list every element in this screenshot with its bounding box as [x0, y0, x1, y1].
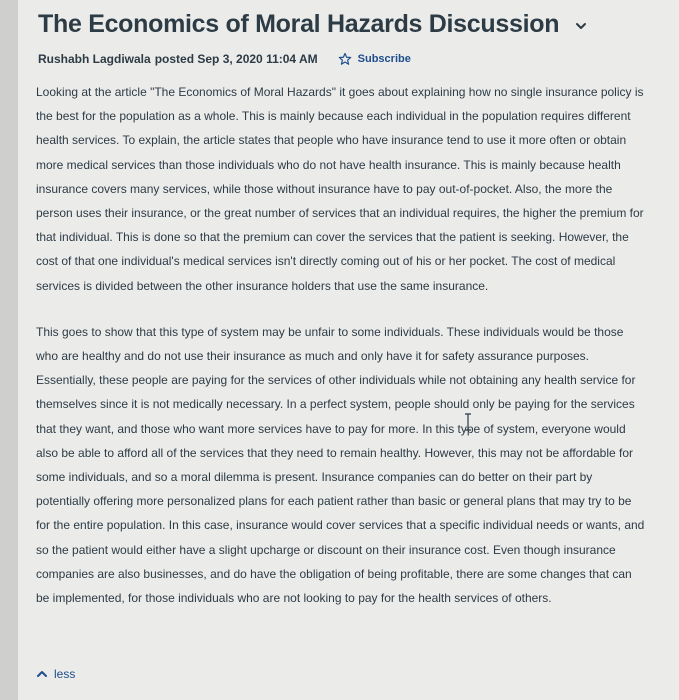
post-date: posted Sep 3, 2020 11:04 AM [154, 52, 318, 66]
text-cursor-icon [464, 413, 472, 431]
post-meta [38, 52, 411, 66]
star-icon [338, 52, 352, 66]
author-name[interactable]: Rushabh Lagdiwala [38, 52, 151, 66]
subscribe-label: Subscribe [357, 53, 411, 65]
post-paragraph: Looking at the article "The Economics of Moral Hazards" it goes about explaining how no single insurance policy is the best for the population as a whole. This is mainly because each individual in the population requires different health services. To explain, the article states that people who have insurance tend to use it more often or obtain more medical services than those individuals who do not have health insurance. This is mainly because health insurance covers many services, while those without insurance have to pay out-of-pocket. Also, the more the person uses their insurance, or the great number of services that an individual requires, the higher the premium for that individual. This is done so that the premium can cover the services that the patient is seeking. However, the cost of that one individual's medical services isn't directly coming out of his or her pocket. The cost of medical services is divided between the other insurance holders that use the same insurance. [36, 85, 644, 293]
left-rail [0, 0, 19, 700]
page-title: The Economics of Moral Hazards Discussion [38, 10, 560, 38]
chevron-down-icon[interactable] [575, 19, 587, 31]
chevron-up-icon [36, 669, 48, 679]
discussion-page [18, 0, 679, 700]
less-toggle[interactable] [36, 667, 75, 681]
title-row [38, 10, 587, 39]
post-body [36, 80, 648, 610]
subscribe-button[interactable] [338, 52, 411, 66]
less-label: less [54, 667, 76, 681]
post-paragraph: This goes to show that this type of system may be unfair to some individuals. These individuals would be those who are healthy and do not use their insurance as much and only have it for safety assurance purposes. Essentially, these people are paying for the services of other individuals while not obtaining any health service for themselves since it is not medically necessary. In a perfect system, people should only be paying for the services that they want, and those who want more services have to pay for more. In this type of system, everyone would also be able to afford all of the services that they need to remain healthy. However, this may not be affordable for some individuals, and so a moral dilemma is present. Insurance companies can do better on their part by potentially offering more personalized plans for each patient rather than basic or general plans that may try to be for the entire population. In this case, insurance would cover services that a specific individual needs or wants, and so the patient would either have a slight upcharge or discount on their insurance cost. Even though insurance companies are also businesses, and do have the obligation of being profitable, there are some changes that can be implemented, for those individuals who are not looking to pay for the health services of others. [36, 324, 645, 606]
